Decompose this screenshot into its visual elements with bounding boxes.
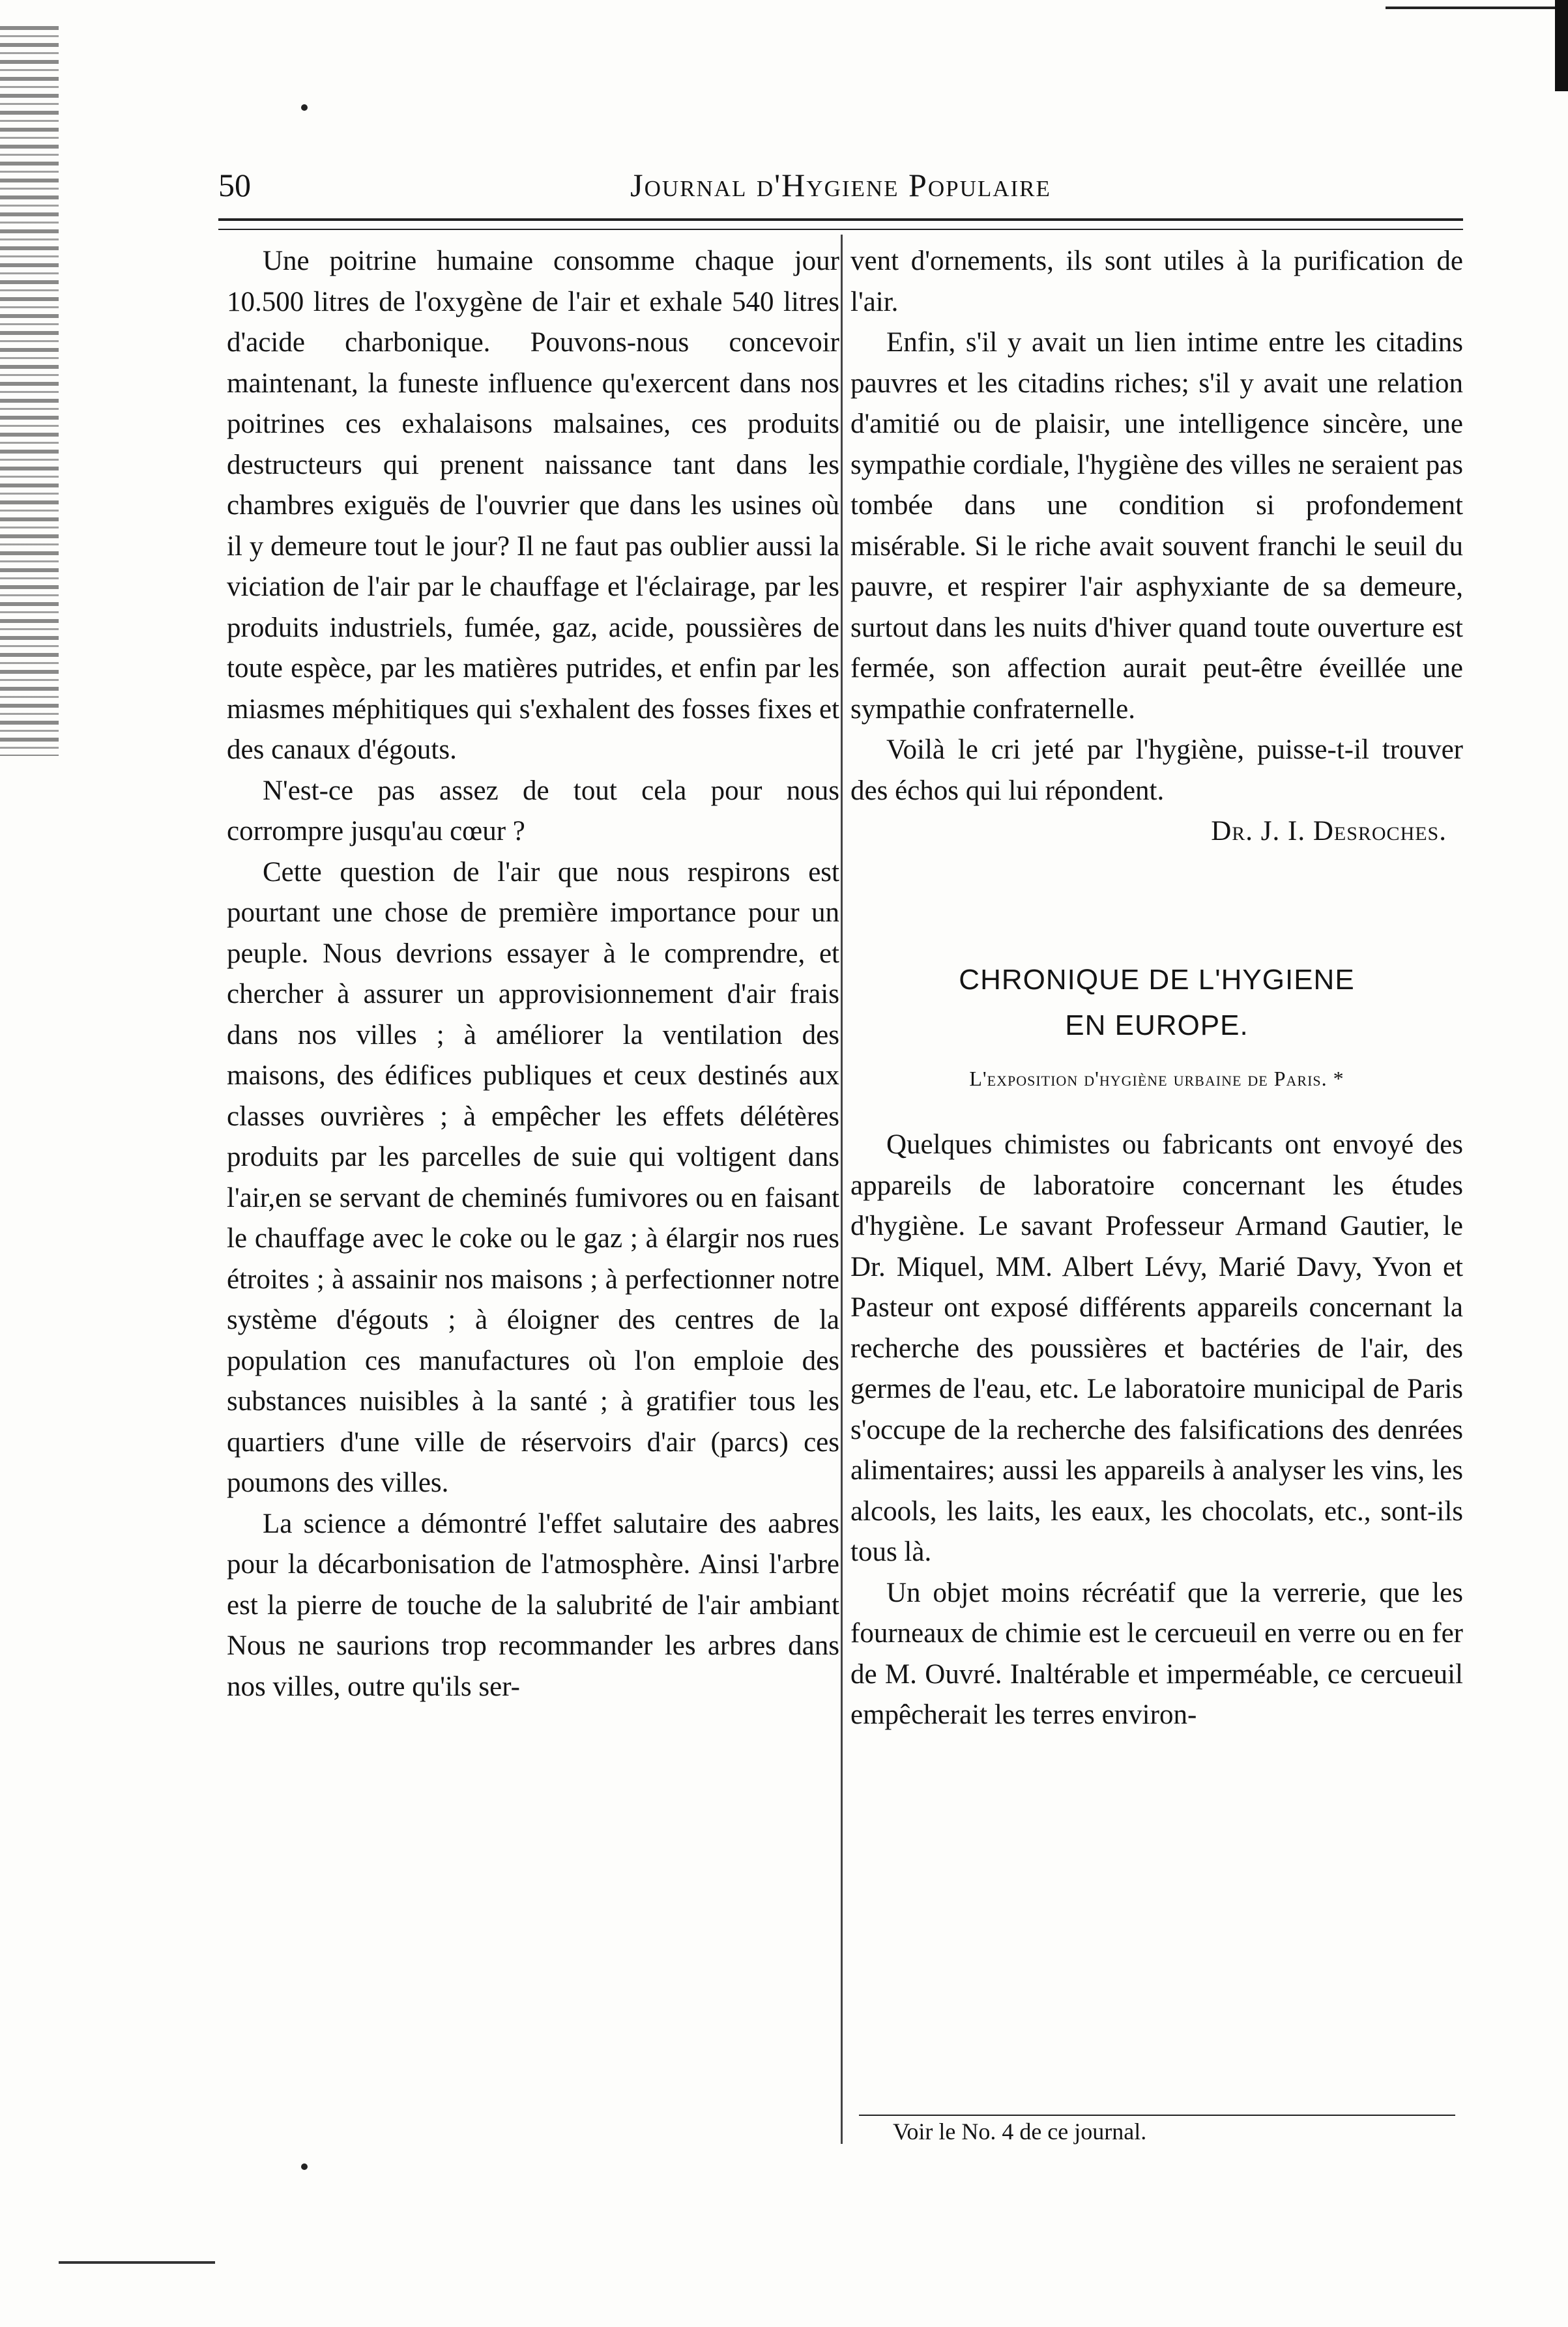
- paragraph: N'est-ce pas assez de tout cela pour nous corrompre jusqu'au cœur ?: [227, 775, 839, 846]
- paragraph: La science a démontré l'effet salutaire des aabres pour la décarbonisation de l'atmosphère. Ainsi l'arbre est la pierre de touche de la salubrité de l'air ambiant Nous ne saurions trop recommander les arbres dans nos villes, outre qu'ils ser-: [227, 1508, 839, 1702]
- scan-top-line: [1386, 7, 1555, 9]
- footnote: Voir le No. 4 de ce journal.: [893, 2118, 1147, 2145]
- paragraph: Voilà le cri jeté par l'hygiène, puisse-t-il trouver des échos qui lui répondent.: [850, 734, 1463, 806]
- page-number: 50: [218, 167, 251, 203]
- section-heading: EN EUROPE.: [1065, 1009, 1249, 1041]
- author-signature: Dr. J. I. Desroches.: [1211, 816, 1447, 846]
- column-divider: [841, 235, 843, 2144]
- ink-dot: [301, 2163, 308, 2170]
- page-header: [218, 166, 1463, 218]
- paragraph: Une poitrine humaine consomme chaque jour 10.500 litres de l'oxygène de l'air et exhale 540 litres d'acide charbonique. Pouvons-nous concevoir maintenant, la funeste influence qu'exercent dans nos poitrines ces exhalaisons malsaines, ces produits destructeurs qui prenent naissance tant dans les chambres exiguës de l'ouvrier que dans les usines où il y demeure tout le jour? Il ne faut pas oublier aussi la viciation de l'air par le chauffage et l'éclairage, par les produits industriels, fumée, gaz, acide, poussières de toute espèce, par les matières putrides, et enfin par les miasmes méphitiques qui s'exhalent des fosses fixes et des canaux d'égouts.: [227, 246, 839, 765]
- section-heading: CHRONIQUE DE L'HYGIENE: [959, 963, 1355, 996]
- scan-bottom-line: [59, 2261, 215, 2264]
- paragraph: Enfin, s'il y avait un lien intime entre les citadins pauvres et les citadins riches; s'il y avait une relation d'amitié ou de plaisir, une intelligence sincère, une sympathie cordiale, l'hygiène des villes ne seraient pas tombée dans une condition si profondement misérable. Si le riche avait souvent franchi le seuil du pauvre, et respirer l'air asphyxiante de sa demeure, surtout dans les nuits d'hiver quand toute ouverture est fermée, son affection aurait peut-être éveillée une sympathie confraternelle.: [850, 327, 1463, 725]
- scan-corner-mark: [1555, 0, 1568, 91]
- paragraph: Cette question de l'air que nous respirons est pourtant une chose de première importance pour un peuple. Nous devrions essayer à le comprendre, et chercher à assurer un approvisionnement d'air frais dans nos villes ; à améliorer la ventilation des maisons, des édifices publiques et ceux destinés aux classes ouvrières ; à empêcher les effets délétères produits par les parcelles de suie qui voltigent dans l'air,en se servant de cheminés fumivores ou en faisant le chauffage avec le coke ou le gaz ; à élargir nos rues étroites ; à assainir nos maisons ; à perfectionner notre système d'égouts ; à éloigner des centres de la population ces manufactures où l'on emploie des substances nuisibles à la santé ; à gratifier tous les quartiers d'une ville de réservoirs d'air (parcs) ces poumons des villes.: [227, 856, 839, 1498]
- paragraph: Un objet moins récréatif que la verrerie, que les fourneaux de chimie est le cercueuil en verre ou en fer de M. Ouvré. Inaltérable et imperméable, ce cercueuil empêcherait les terres environ-: [850, 1577, 1463, 1730]
- section-subheading: L'exposition d'hygiène urbaine de Paris. *: [969, 1066, 1344, 1090]
- paragraph: vent d'ornements, ils sont utiles à la purification de l'air.: [850, 246, 1463, 317]
- running-title: Journal d'Hygiene Populaire: [630, 167, 1051, 203]
- ink-dot: [301, 104, 308, 111]
- footnote-rule: [859, 2115, 1455, 2116]
- paragraph: Quelques chimistes ou fabricants ont envoyé des appareils de laboratoire concernant les études d'hygiène. Le savant Professeur Armand Gautier, le Dr. Miquel, MM. Albert Lévy, Marié Davy, Yvon et Pasteur ont exposé différents appareils concernant la recherche des poussières et bactéries de l'air, des germes de l'eau, etc. Le laboratoire municipal de Paris s'occupe de la recherche des falsifications des denrées alimentaires; aussi les appareils à analyser les vins, les alcools, les laits, les eaux, les chocolats, etc., sont-ils tous là.: [850, 1129, 1463, 1567]
- header-rule: [218, 218, 1463, 230]
- scan-binding-edge: [0, 26, 59, 756]
- right-column: [850, 241, 1463, 1736]
- left-column: [227, 241, 839, 1707]
